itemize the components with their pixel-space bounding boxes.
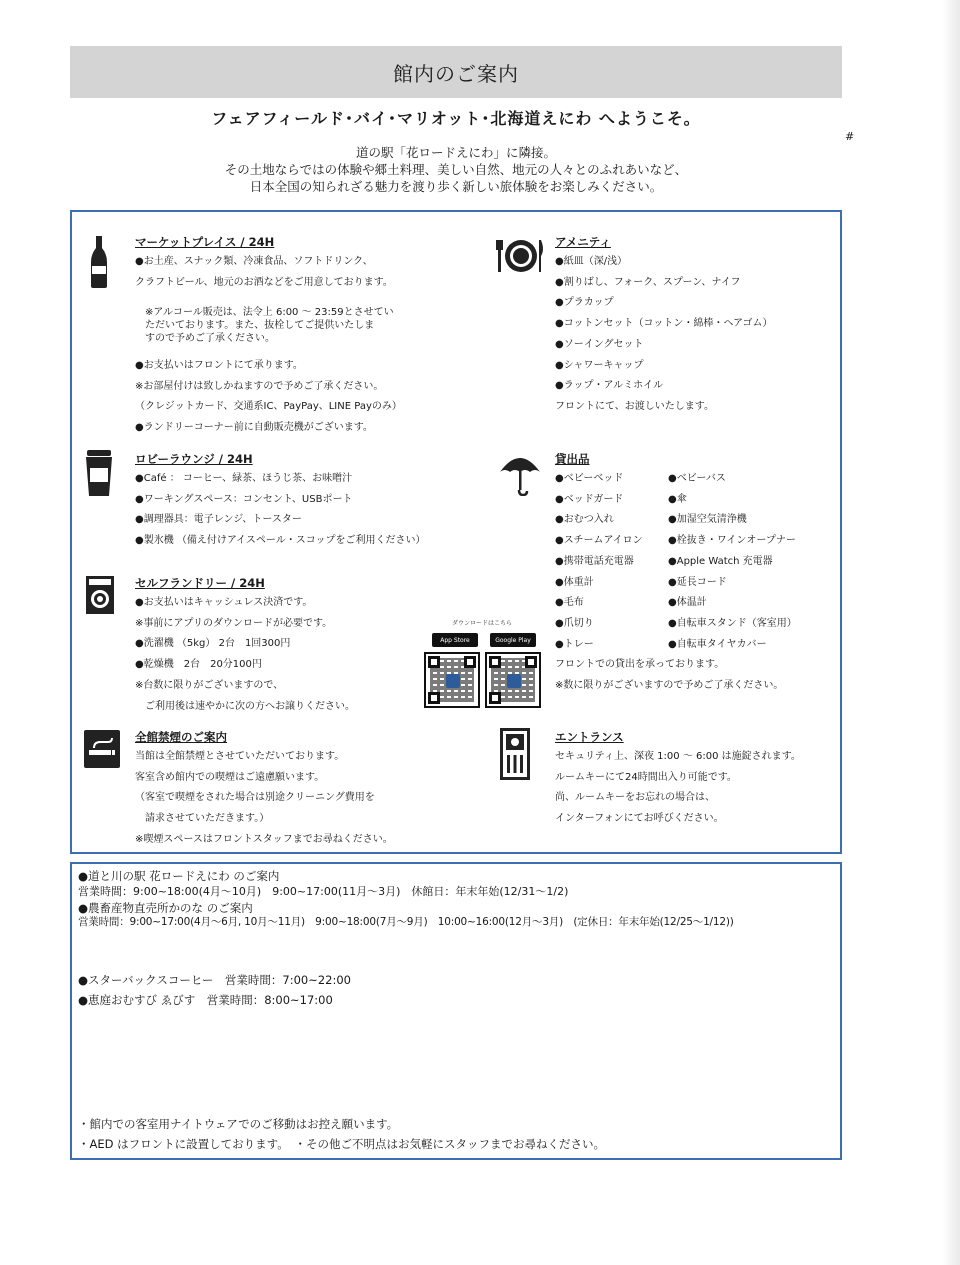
laundry-title: セルフランドリー / 24H — [135, 576, 265, 590]
market-line: クラフトビール、地元のお酒などをご用意しております。 — [135, 276, 393, 288]
rental-item: ●体重計 — [555, 576, 594, 588]
entrance-line: ルームキーにて24時間出入り可能です。 — [555, 771, 737, 783]
washing-machine-icon — [86, 576, 114, 614]
roadside-station-hours: 営業時間：9:00~18:00(4月～10月) 9:00~17:00(11月～3月) 休館日：年末年始(12/31～1/2) — [78, 885, 569, 898]
google-play-badge[interactable]: Google Play — [490, 633, 536, 647]
entrance-line: インターフォンにてお呼びください。 — [555, 813, 724, 825]
smoking-line: （客室で喫煙をされた場合は別途クリーニング費用を — [135, 792, 375, 804]
rental-item: ●栓抜き・ワインオープナー — [668, 535, 796, 547]
amenity-line: ●ラップ・アルミホイル — [555, 380, 664, 392]
entrance-line: セキュリティ上、深夜 1:00 ～ 6:00 は施錠されます。 — [555, 751, 801, 762]
rental-item: ●体温計 — [668, 597, 707, 609]
rental-item: ●自転車スタンド（客室用） — [668, 617, 797, 629]
download-label: ダウンロードはこちら — [452, 620, 513, 627]
market-line: （クレジットカード、交通系IC、PayPay、LINE Payのみ） — [135, 401, 402, 413]
rental-item: ●おむつ入れ — [555, 514, 614, 526]
rental-footer — [555, 655, 783, 696]
smoking-line: 当館は全館禁煙とさせていただいております。 — [135, 751, 345, 762]
nightwear-note: ・館内での客室用ナイトウェアでのご移動はお控え願います。 — [78, 1117, 399, 1131]
rental-item: ●爪切り — [555, 617, 594, 629]
roadside-station-heading: ●道と川の駅 花ロードえにわ のご案内 — [78, 869, 280, 883]
smoking-line: 請求させていただきます。） — [135, 813, 270, 825]
rental-item: ●自転車タイヤカバー — [668, 638, 767, 650]
rental-footer-line: フロントでの貸出を承っております。 — [555, 659, 725, 670]
smoking-title: 全館禁煙のご案内 — [135, 730, 227, 744]
lobby-line: ●製氷機 （備え付けアイスペール・スコップをご利用ください） — [135, 535, 426, 547]
ebisu-info: ●恵庭おむすび ゑびす 営業時間：8:00~17:00 — [78, 993, 333, 1007]
amenity-line: ●ソーイングセット — [555, 338, 644, 350]
market-section — [135, 232, 393, 293]
smoking-line: 客室含め館内での喫煙はご遠慮願います。 — [135, 771, 325, 783]
google-play-qr-code[interactable] — [485, 652, 541, 708]
coffee-cup-icon — [84, 450, 114, 496]
rental-item: ●スチームアイロン — [555, 535, 643, 547]
intro-text — [70, 144, 842, 195]
welcome-heading: フェアフィールド･バイ･マリオット･北海道えにわ へようこそ。 — [211, 109, 701, 128]
lobby-line: ●調理器具：電子レンジ、トースター — [135, 514, 302, 526]
rental-title: 貸出品 — [555, 452, 590, 466]
lobby-line: ●Café ： コーヒー、緑茶、ほうじ茶、お味噌汁 — [135, 473, 353, 484]
laundry-line: ご利用後は速やかに次の方へお譲りください。 — [135, 700, 355, 712]
rental-item: ●ベビーバス — [668, 473, 726, 484]
page-edge-shadow — [942, 0, 960, 1265]
page-title: 館内のご案内 — [70, 46, 842, 98]
farm-market-heading: ●農畜産物直売所かのな のご案内 — [78, 901, 253, 915]
amenity-line: ●シャワーキャップ — [555, 359, 644, 371]
rental-right-list — [668, 469, 797, 655]
amenity-line: ●プラカップ — [555, 297, 614, 309]
amenity-line: ●紙皿（深/浅） — [555, 256, 628, 267]
no-smoking-icon — [84, 730, 120, 768]
laundry-line: ●洗濯機 （5kg） 2台 1回300円 — [135, 638, 291, 650]
rental-item: ●Apple Watch 充電器 — [668, 555, 773, 567]
note-line: ただいております。また、抜栓してご提供いたしま — [145, 320, 375, 331]
smoking-line: ※喫煙スペースはフロントスタッフまでお尋ねください。 — [135, 833, 393, 845]
note-line: ※アルコール販売は、法令上 6:00 ～ 23:59とさせてい — [145, 307, 394, 318]
rental-item: ●延長コード — [668, 576, 727, 588]
app-store-badge[interactable]: App Store — [432, 633, 478, 647]
amenity-title: アメニティ — [555, 235, 611, 249]
farm-market-hours: 営業時間：9:00~17:00(4月～6月, 10月～11月) 9:00~18:00(7月～9月) 10:00~16:00(12月～3月) (定休日：年末年始(12/25～1/12)) — [78, 916, 734, 928]
laundry-line: ※事前にアプリのダウンロードが必要です。 — [135, 617, 333, 629]
rental-item: ●ベビーベッド — [555, 473, 624, 484]
entrance-line: 尚、ルームキーをお忘れの場合は、 — [555, 792, 715, 804]
rental-footer-line: ※数に限りがございますので予めご了承ください。 — [555, 679, 784, 691]
rental-item: ●携帯電話充電器 — [555, 555, 634, 567]
entrance-title: エントランス — [555, 730, 624, 744]
rental-item: ●トレー — [555, 638, 594, 650]
lobby-title: ロビーラウンジ / 24H — [135, 452, 253, 466]
amenity-line: ●コットンセット（コットン・綿棒・ヘアゴム） — [555, 318, 773, 330]
app-store-qr-code[interactable] — [424, 652, 480, 708]
smoking-section — [135, 727, 393, 851]
laundry-line: ●お支払いはキャッシュレス決済です。 — [135, 597, 313, 608]
market-payment — [135, 356, 402, 439]
amenity-line: ●割りばし、フォーク、スプーン、ナイフ — [555, 276, 741, 288]
rental-section — [555, 449, 590, 469]
entrance-section — [555, 727, 801, 830]
rental-item: ●毛布 — [555, 597, 584, 609]
lobby-line: ●ワーキングスペース：コンセント、USBポート — [135, 493, 353, 505]
note-line: すので予めご了承ください。 — [145, 333, 275, 344]
market-line: ●ランドリーコーナー前に自動販売機がございます。 — [135, 422, 373, 434]
bottle-icon — [90, 236, 108, 288]
intro-line: 道の駅「花ロードえにわ」に隣接。 — [355, 145, 556, 160]
door-intercom-icon — [500, 728, 530, 780]
market-line: ※お部屋付けは致しかねますので予めご了承ください。 — [135, 380, 384, 392]
amenity-section — [555, 232, 773, 418]
amenity-line: フロントにて、お渡しいたします。 — [555, 400, 714, 412]
laundry-line: ※台数に限りがございますので、 — [135, 679, 284, 691]
market-line: ●お土産、スナック類、冷凍食品、ソフトドリンク、 — [135, 256, 373, 267]
starbucks-info: ●スターバックスコーヒー 営業時間：7:00~22:00 — [78, 973, 351, 987]
plate-cutlery-icon — [496, 236, 546, 276]
market-line: ●お支払いはフロントにて承ります。 — [135, 360, 303, 371]
laundry-line: ●乾燥機 2台 20分100円 — [135, 659, 262, 671]
intro-line: その土地ならではの体験や郷土料理、美しい自然、地元の人々とのふれあいなど、 — [224, 162, 688, 177]
market-alcohol-note — [145, 306, 394, 345]
nearby-info-box — [70, 862, 842, 1160]
lobby-section — [135, 449, 426, 552]
umbrella-icon — [500, 452, 540, 496]
rental-item: ●傘 — [668, 493, 687, 505]
rental-item: ●加湿空気清浄機 — [668, 514, 747, 526]
rental-item: ●ベッドガード — [555, 493, 624, 505]
aed-note: ・AED はフロントに設置しております。 ・その他ご不明点はお気軽にスタッフまでお尋ねください。 — [78, 1137, 605, 1151]
rental-left-list — [555, 469, 643, 655]
market-title: マーケットプレイス / 24H — [135, 235, 275, 249]
laundry-section — [135, 573, 355, 717]
hash-mark: # — [845, 130, 855, 143]
intro-line: 日本全国の知られざる魅力を渡り歩く新しい旅体験をお楽しみください。 — [249, 179, 663, 194]
